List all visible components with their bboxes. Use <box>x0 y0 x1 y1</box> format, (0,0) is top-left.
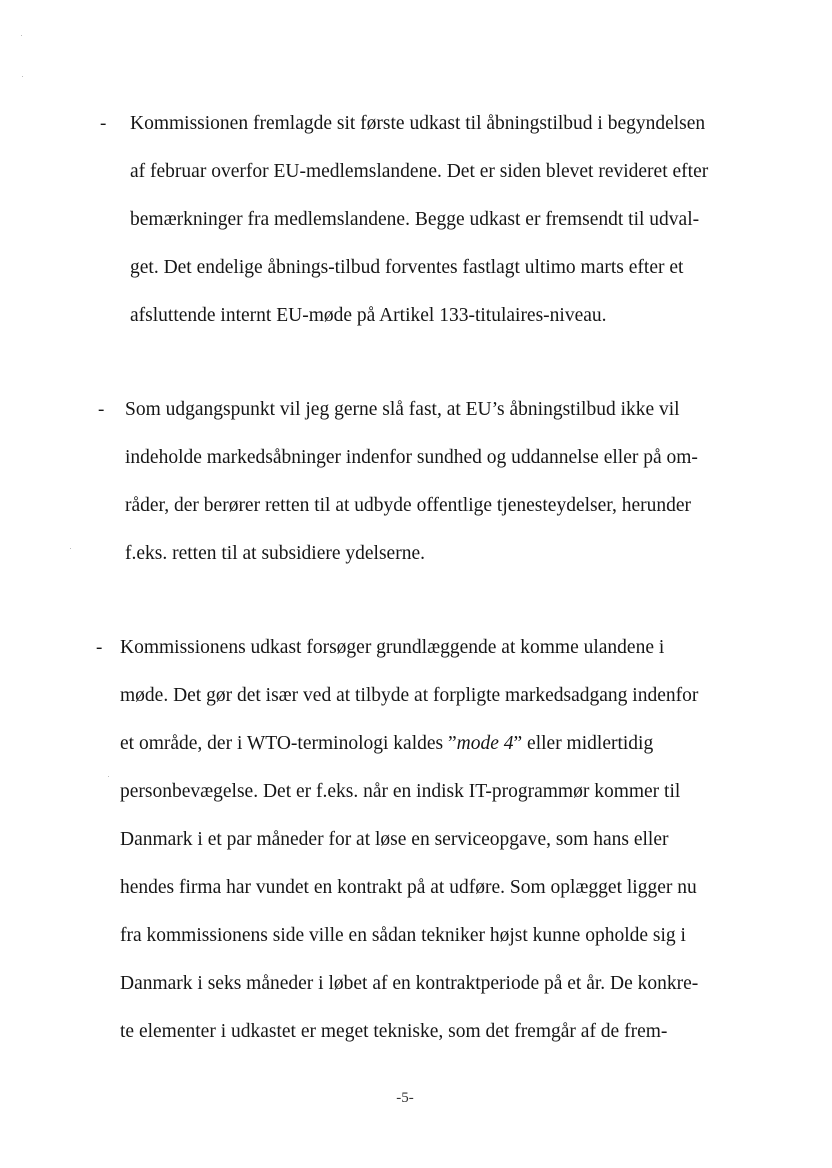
text-line: hendes firma har vundet en kontrakt på at udføre. Som oplægget ligger nu <box>120 877 697 898</box>
text-line: Kommissionen fremlagde sit første udkast til åbningstilbud i begyndelsen <box>130 113 706 134</box>
text-line: fra kommissionens side ville en sådan tekniker højst kunne opholde sig i <box>120 925 686 946</box>
bullet-marker: - <box>96 637 103 658</box>
text-line: af februar overfor EU-medlemslandene. Det er siden blevet revideret efter <box>130 161 709 182</box>
text-line: te elementer i udkastet er meget tekniske, som det fremgår af de frem- <box>120 1021 668 1042</box>
italic-term: mode 4 <box>456 733 514 754</box>
text-segment: ” eller midlertidig <box>513 733 654 754</box>
page-number: -5- <box>396 1090 414 1106</box>
bullet-marker: - <box>100 113 107 134</box>
text-line: Som udgangspunkt vil jeg gerne slå fast, at EU’s åbningstilbud ikke vil <box>125 399 680 420</box>
text-line-with-term <box>120 720 698 768</box>
text-line: bemærkninger fra medlemslandene. Begge udkast er fremsendt til udval- <box>130 209 700 230</box>
text-line: Danmark i et par måneder for at løse en serviceopgave, som hans eller <box>120 829 669 850</box>
bullet-text <box>125 386 698 578</box>
text-line: møde. Det gør det især ved at tilbyde at forpligte markedsadgang indenfor <box>120 685 699 706</box>
text-line: afsluttende internt EU-møde på Artikel 133-titulaires-niveau. <box>130 305 607 326</box>
scan-speck <box>22 76 23 77</box>
scan-speck <box>21 35 22 36</box>
text-line: råder, der berører retten til at udbyde offentlige tjenesteydelser, herunder <box>125 495 692 516</box>
bullet-text <box>130 100 708 340</box>
text-line: Kommissionens udkast forsøger grundlæggende at komme ulandene i <box>120 637 665 658</box>
text-line: personbevægelse. Det er f.eks. når en indisk IT-programmør kommer til <box>120 781 681 802</box>
text-line: indeholde markedsåbninger indenfor sundhed og uddannelse eller på om- <box>125 447 698 468</box>
bullet-marker: - <box>98 399 105 420</box>
bullet-text <box>120 624 698 1056</box>
scan-speck <box>70 548 71 549</box>
text-segment: et område, der i WTO-terminologi kaldes ” <box>120 733 457 754</box>
text-line: Danmark i seks måneder i løbet af en kontraktperiode på et år. De konkre- <box>120 973 699 994</box>
text-line: f.eks. retten til at subsidiere ydelserne. <box>125 543 425 564</box>
text-line: get. Det endelige åbnings-tilbud forventes fastlagt ultimo marts efter et <box>130 257 684 278</box>
scan-speck <box>108 776 109 777</box>
